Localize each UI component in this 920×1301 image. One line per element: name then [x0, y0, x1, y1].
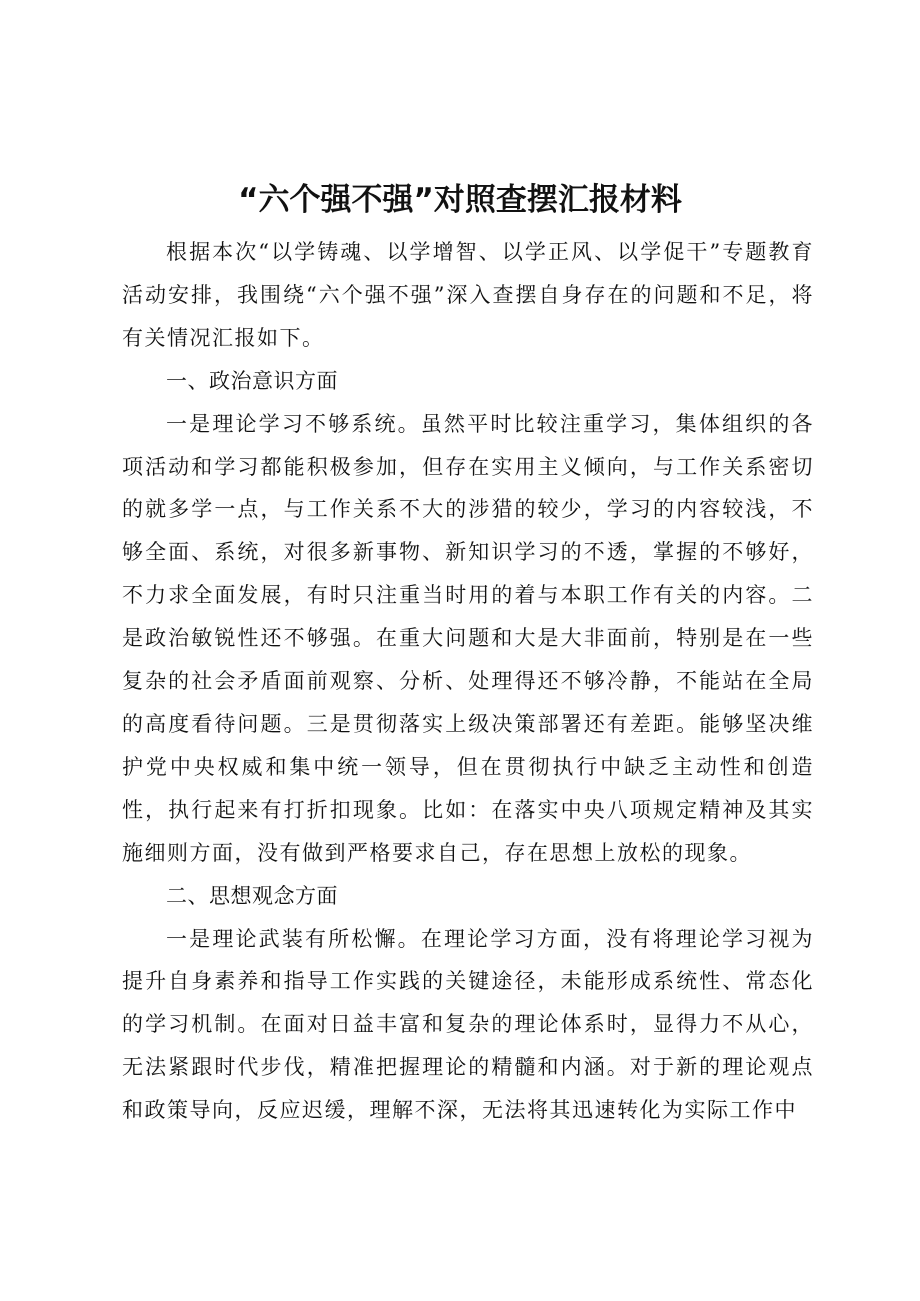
section-body-political: 一是理论学习不够系统。虽然平时比较注重学习，集体组织的各项活动和学习都能积极参加，但存在实用主义倾向，与工作关系密切的就多学一点，与工作关系不大的涉猎的较少，学习的内容较浅，不够全面、系统，对很多新事物、新知识学习的不透，掌握的不够好，不力求全面发展，有时只注重当时用的着与本职工作有关的内容。二是政治敏锐性还不够强。在重大问题和大是大非面前，特别是在一些复杂的社会矛盾面前观察、分析、处理得还不够冷静，不能站在全局的高度看待问题。三是贯彻落实上级决策部署还有差距。能够坚决维护党中央权威和集中统一领导，但在贯彻执行中缺乏主动性和创造性，执行起来有打折扣现象。比如：在落实中央八项规定精神及其实施细则方面，没有做到严格要求自己，存在思想上放松的现象。 — [122, 411, 814, 865]
section-body-ideological: 一是理论武装有所松懈。在理论学习方面，没有将理论学习视为提升自身素养和指导工作实践的关键途径，未能形成系统性、常态化的学习机制。在面对日益丰富和复杂的理论体系时，显得力不从心，无法紧跟时代步伐，精准把握理论的精髓和内涵。对于新的理论观点和政策导向，反应迟缓，理解不深，无法将其迅速转化为实际工作中 — [122, 926, 814, 1123]
section-heading-political: 一、政治意识方面 — [166, 368, 338, 393]
section-heading-ideological: 二、思想观念方面 — [166, 883, 338, 908]
intro-paragraph: 根据本次“以学铸魂、以学增智、以学正风、以学促干”专题教育活动安排，我围绕“六个强不强”深入查摆自身存在的问题和不足，将有关情况汇报如下。 — [122, 240, 814, 350]
document-title: “六个强不强”对照查摆汇报材料 — [238, 182, 682, 218]
document-body — [122, 231, 814, 1132]
